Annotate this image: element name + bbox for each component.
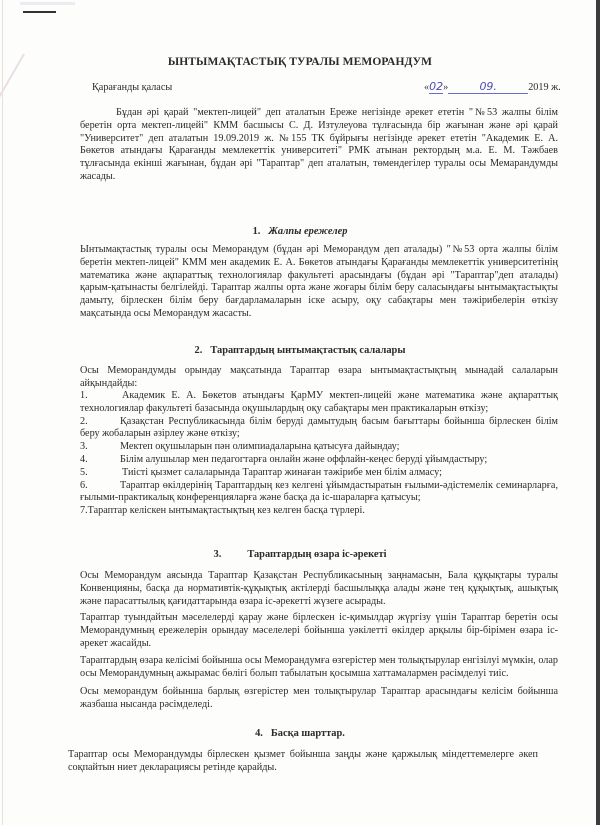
scan-mark [23,11,56,13]
list-item [80,416,558,442]
section-4-heading [0,728,600,739]
list-item-number: 1. [80,390,88,401]
list-item-text: Тиісті қызмет салаларында Тараптар жинаған тәжірибе мен білім алмасу; [122,466,442,478]
section-number: 1. [252,226,261,237]
date-year: 2019 ж. [528,82,561,93]
date-open-quote: « [424,82,430,93]
document-title: ЫНТЫМАҚТАСТЫҚ ТУРАЛЫ МЕМОРАНДУМ [167,56,433,68]
section-2-intro: Осы Меморандумды орындау мақсатында Тараптар өзара ынтымақтастықтың мынадай салаларын айқындайды: [80,365,558,389]
list-item-number: 5. [80,466,88,478]
section-number: 4. [255,728,263,739]
section-3-paragraph: Тараптар туындайтын мәселелерді қарау және бірлескен іс-қимылдар жүргізу үшін Тараптар беретін осы Меморандумның ережелерін орындау мәселелері бойынша уәкілетті өкілдер арқылы бір-бірімен өзара іс-әрекет жасайды. [80,612,558,649]
section-title: Тараптардың ынтымақтастық салалары [210,345,406,356]
list-item [80,467,558,480]
scan-smudge [20,2,75,5]
list-item-number: 4. [80,453,88,465]
list-item [80,505,558,518]
scan-left-edge [2,0,3,825]
list-item [80,441,558,454]
list-item-text: Білім алушылар мен педагогтарға онлайн және оффлайн-кеңес беруді ұйымдастыру; [120,453,488,465]
list-item-number: 6. [80,479,88,491]
section-3-paragraph: Тараптардың өзара келісімі бойынша осы Меморандумға өзгерістер мен толықтырулар енгізілуі мүмкін, олар осы Меморандумның ажырамас бөлігі болып табылатын қосымша хаттамалармен рәсімделуі тиіс. [80,655,558,679]
date-day: 02 [429,80,444,93]
section-4-paragraph: Тараптар осы Меморандумды бірлескен қызмет бойынша заңды және қаржылық міндеттемелерге әкеп соқпайтын ниет декларациясы ретінде қарайды. [68,749,538,773]
section-title: Тараптардың өзара іс-әрекеті [247,549,387,560]
list-item-text: Тараптар өкілдерінің Тараптардың кез келгені ұйымдастыратын ғылыми-әдістемелік семинарларға, ғылыми-практикалық конференцияларға және басқа да іс-шараларға қатысуы; [80,479,558,504]
preamble: Бұдан әрі қарай "мектеп-лицей" деп аталатын Ереже негізінде әрекет ететін "№53 жалпы білім беретін орта мектеп-лицейі" КММ басшысы С. Д. Изтулеуова тұлғасында бір жағынан және әрі қарай "Университет" деп аталатын 19.09.2019 ж. №155 ТК бұйрығы негізінде әрекет ететін "Академик Е. А. Бөкетов атындағы Қарағанды мемлекеттік университеті" РМК атынан ректордың м.а. Е. М. Тәжбаев тұлғасында екінші жағынан, бұдан әрі "Тараптар" деп аталатын, төмендегілер туралы осы Мемарандумды жасады. [80,107,558,182]
section-3-paragraph: Осы меморандум бойынша барлық өзгерістер мен толықтырулар Тараптар арасындағы келісім бойынша жазбаша нысанда рәсімделеді. [80,686,558,710]
date-line [424,80,561,94]
list-item-number: 3. [80,441,88,453]
section-title: Жалпы ережелер [268,226,348,237]
city-line: Қарағанды қаласы [92,82,173,93]
list-item-number: 7. [80,505,88,517]
list-item-text: Мектеп оқушыларын пән олимпиадаларына қатысуға дайындау; [120,441,400,453]
date-month-field [448,80,528,94]
list-item [80,454,558,467]
section-2-list [80,390,558,518]
list-item [80,390,558,416]
section-3-paragraph: Осы Меморандум аясында Тараптар Қазақстан Республикасының заңнамасын, Бала құқықтары туралы Конвенцияны, басқа да нормативтік-құқықтық актілерді басшылыққа алады және тең құқықтық, ашықтық және парасаттылық қағидаттарында өзара іс-әрекетті жүзеге асырады. [80,570,558,607]
section-2-heading [0,345,600,356]
section-1-paragraph: Ынтымақтастық туралы осы Меморандум (бұдан әрі Меморандум деп аталады) "№53 орта жалпы білім беретін мектеп-лицей" КММ мен академик Е. А. Бөкетов атындағы Қарағанды мемлекеттік университетінің математика және ақпараттық технологиялар факультеті арасындағы (бұдан әрі "Тараптар"деп аталады) қарым-қатынасты белгілейді. Тараптар жалпы орта және жоғары білім беру саласындағы ынтымақтастықты дамыту, бірлескен білім беру бағдарламаларын іске асыру, оқу сабақтары мен тәжірибелерін өткізу мақсатында осы Меморандум жасасты. [80,244,558,319]
section-number: 2. [194,345,203,356]
section-3-heading [0,549,600,560]
list-item-text: Қазақстан Республикасында білім беруді дамытудың басым бағыттары бойынша бірлескен білім беру жобаларын әзірлеу және өткізу; [80,415,558,440]
list-item-text: Академик Е. А. Бөкетов атындағы ҚарМУ мектеп-лицейі және математика және ақпараттық технологиялар факультеті базасында оқушылардың оқу сабақтары мен практикаларын өткізу; [80,390,558,414]
scan-right-edge [596,0,600,825]
list-item [80,480,558,506]
date-close-quote: » [443,82,449,93]
section-1-heading [0,226,600,237]
section-title: Басқа шарттар. [270,728,345,739]
list-item-text: Тараптар келіскен ынтымақтастықтың кез келген басқа түрлері. [87,505,365,517]
date-month: 09. [479,80,497,93]
list-item-number: 2. [80,415,88,427]
section-number: 3. [213,549,222,560]
